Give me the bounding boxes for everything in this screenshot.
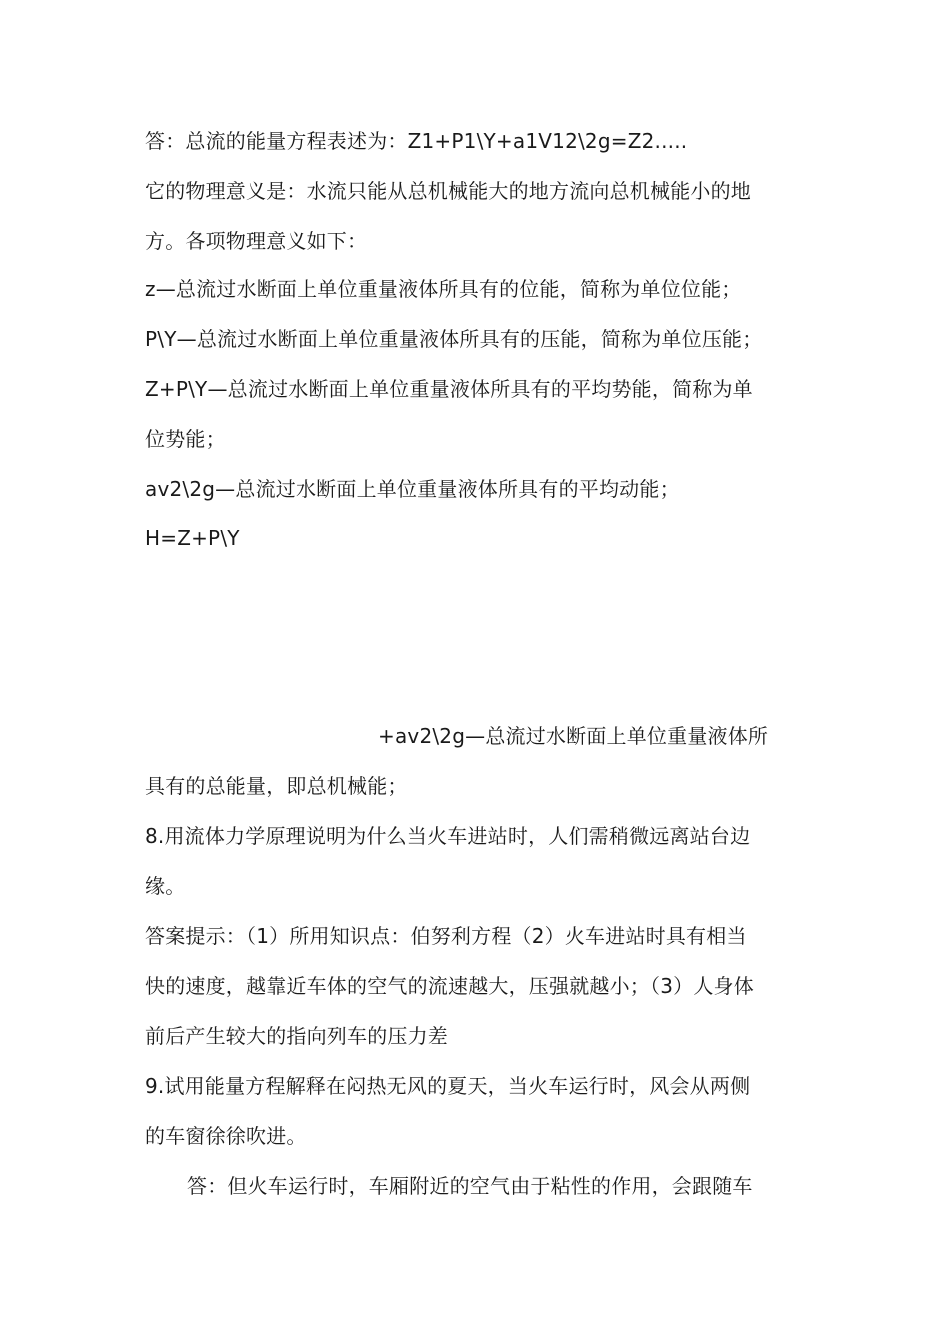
question-9-line-2: 的车窗徐徐吹进。 [145,1124,307,1148]
physical-meaning-line-2: 方。各项物理意义如下： [145,229,368,253]
term-z-definition: z—总流过水断面上单位重量液体所具有的位能，简称为单位位能； [145,277,742,301]
question-8-line-2: 缘。 [145,874,186,898]
physical-meaning-line-1: 它的物理意义是：水流只能从总机械能大的地方流向总机械能小的地 [145,179,751,203]
term-av2-definition: av2\2g—总流过水断面上单位重量液体所具有的平均动能； [145,477,680,501]
answer-8-line-3: 前后产生较大的指向列车的压力差 [145,1024,448,1048]
term-p-y-definition: P\Y—总流过水断面上单位重量液体所具有的压能，简称为单位压能； [145,327,763,351]
term-z-p-y-definition-2: 位势能； [145,427,226,451]
answer-8-line-2: 快的速度，越靠近车体的空气的流速越大，压强就越小；（3）人身体 [145,974,754,998]
term-z-p-y-definition-1: Z+P\Y—总流过水断面上单位重量液体所具有的平均势能，简称为单 [145,377,753,401]
question-8-line-1: 8.用流体力学原理说明为什么当火车进站时，人们需稍微远离站台边 [145,824,751,848]
term-h-definition-2: 具有的总能量，即总机械能； [145,774,408,798]
answer-energy-equation: 答：总流的能量方程表述为：Z1+P1\Y+a1V12\2g=Z2..... [145,129,688,153]
answer-9-line-1: 答：但火车运行时，车厢附近的空气由于粘性的作用，会跟随车 [187,1174,753,1198]
question-9-line-1: 9.试用能量方程解释在闷热无风的夏天，当火车运行时，风会从两侧 [145,1074,751,1098]
term-h-formula: H=Z+P\Y [145,526,240,550]
term-h-definition-1: +av2\2g—总流过水断面上单位重量液体所 [378,724,769,748]
answer-8-line-1: 答案提示：（1）所用知识点：伯努利方程（2）火车进站时具有相当 [145,924,747,948]
